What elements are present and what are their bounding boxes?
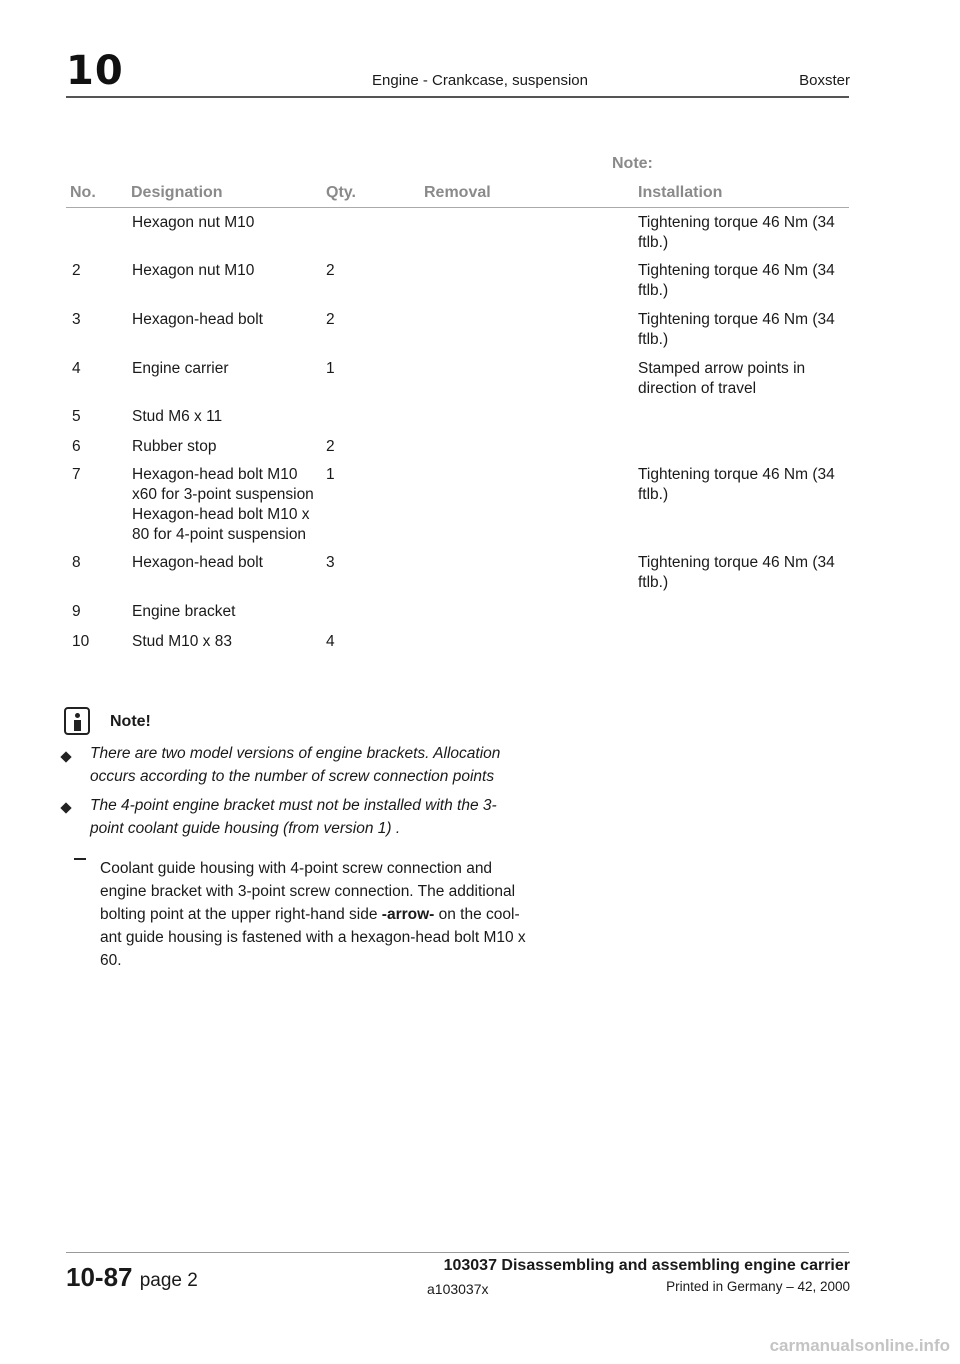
footer-rule [66,1252,849,1253]
row-installation: Tightening torque 46 Nm (34 ftlb.) [638,262,835,299]
row-designation: Hexagon-head bolt [132,554,263,571]
row-qty: 3 [326,554,335,571]
table-header-rule [66,207,849,208]
row-designation: Rubber stop [132,438,217,455]
note-bullet: The 4-point engine bracket must not be installed with the 3-point coolant guide housing (from version 1) . [90,797,497,837]
instruction-text-part: Coolant guide housing with 4-point screw connection and engine bracket with 3-point screw connection. The additional bolting point at the upper right-hand side [100,860,516,923]
row-installation: Tightening torque 46 Nm (34 ftlb.) [638,466,835,503]
page-number-main: 10-87 [66,1262,133,1292]
watermark: carmanualsonline.info [769,1336,950,1355]
instruction-text-part: on the cool-ant guide housing is fastened with a hexagon-head bolt M10 x 60. [100,906,526,969]
bullet-diamond-icon [60,802,71,813]
row-designation: Stud M6 x 11 [132,408,223,425]
bullet-diamond-icon [60,751,71,762]
dash-icon [74,858,86,860]
row-installation: Tightening torque 46 Nm (34 ftlb.) [638,311,835,348]
row-designation: Hexagon-head bolt M10 x60 for 3-point suspension Hexagon-head bolt M10 x 80 for 4-point suspension [132,466,314,543]
row-qty: 1 [326,360,335,377]
note-title: Note! [110,713,151,730]
page-number [66,1262,198,1293]
row-designation: Hexagon nut M10 [132,214,255,231]
row-no: 5 [72,408,81,425]
col-header-designation: Designation [131,184,223,201]
row-qty: 1 [326,466,335,483]
note-header: Note: [612,155,653,172]
row-designation: Stud M10 x 83 [132,633,232,650]
figure-code: a103037x [427,1281,489,1297]
header-model: Boxster [799,72,850,89]
row-no: 6 [72,438,81,455]
arrow-reference: -arrow- [381,906,435,923]
col-header-removal: Removal [424,184,491,201]
row-no: 8 [72,554,81,571]
row-qty: 4 [326,633,335,650]
row-no: 7 [72,466,81,483]
section-title [444,1257,850,1275]
row-installation: Tightening torque 46 Nm (34 ftlb.) [638,214,835,251]
row-no: 2 [72,262,81,279]
col-header-no: No. [70,184,96,201]
header-rule [66,96,849,98]
row-qty: 2 [326,438,335,455]
row-qty: 2 [326,262,335,279]
section-name: Disassembling and assembling engine carrier [501,1257,850,1274]
section-code: 103037 [443,1257,497,1274]
info-icon [64,707,90,735]
row-installation: Tightening torque 46 Nm (34 ftlb.) [638,554,835,591]
row-designation: Engine carrier [132,360,229,377]
header-title: Engine - Crankcase, suspension [372,72,588,89]
row-qty: 2 [326,311,335,328]
page-number-suffix: page 2 [139,1270,198,1291]
chapter-number: 10 [66,48,124,94]
row-no: 9 [72,603,81,620]
row-installation: Stamped arrow points in direction of travel [638,360,806,397]
row-designation: Hexagon-head bolt [132,311,263,328]
row-no: 3 [72,311,81,328]
col-header-installation: Installation [638,184,723,201]
row-no: 4 [72,360,81,377]
col-header-qty: Qty. [326,184,356,201]
row-no: 10 [72,633,90,650]
instruction-text [100,857,530,972]
printed-info: Printed in Germany – 42, 2000 [666,1279,850,1294]
row-designation: Engine bracket [132,603,236,620]
row-designation: Hexagon nut M10 [132,262,255,279]
note-bullet: There are two model versions of engine brackets. Allocation occurs according to the number of screw connection points [90,745,501,785]
